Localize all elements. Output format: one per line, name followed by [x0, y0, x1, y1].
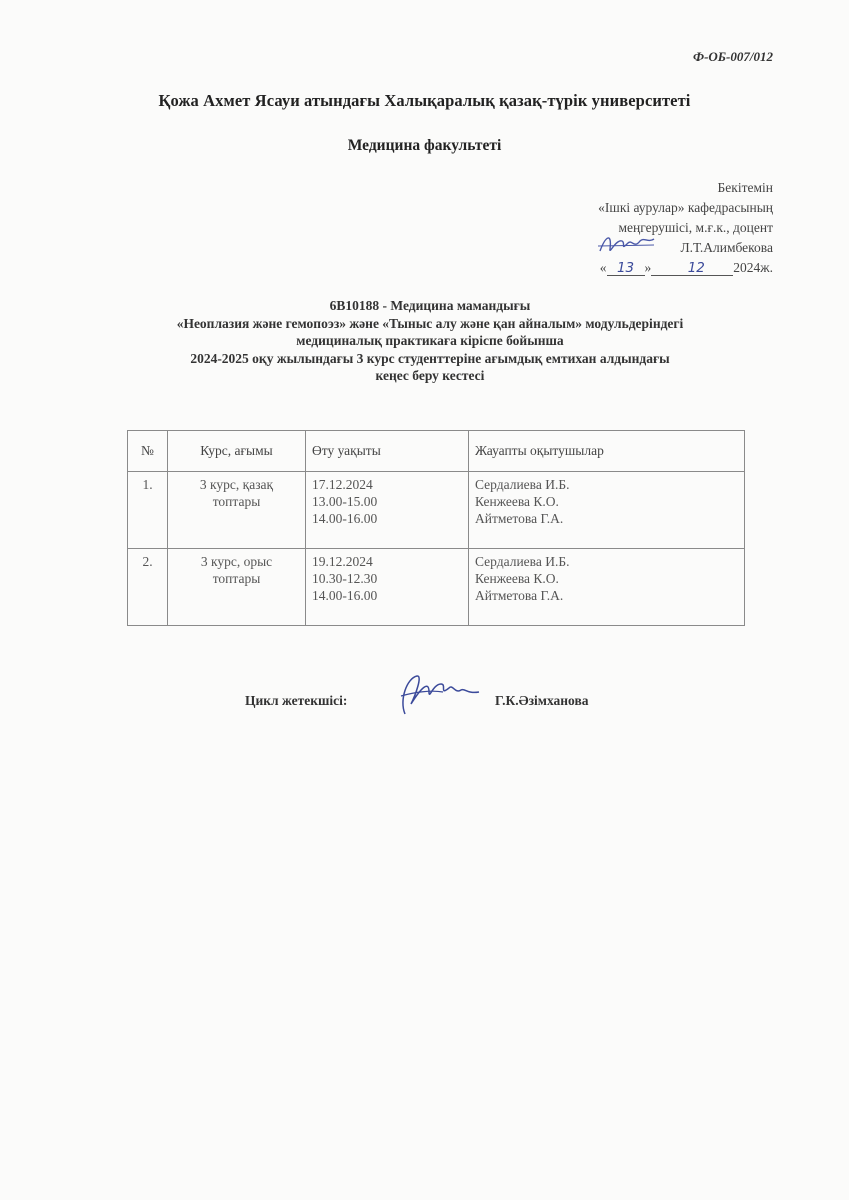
title-specialty: 6В10188 - Медицина мамандығы: [329, 298, 531, 313]
approval-position: меңгерушісі, м.ғ.к., доцент: [618, 220, 773, 235]
time-date: 19.12.2024: [312, 554, 373, 569]
date-day: 13: [607, 261, 645, 276]
date-gap: [651, 261, 673, 276]
document-title: [60, 297, 800, 385]
row-number: 1.: [128, 472, 168, 549]
teacher-name: Айтметова Г.А.: [475, 588, 564, 603]
date-month: 12: [673, 261, 719, 276]
course-line: 3 курс, қазақ: [199, 477, 274, 492]
time-date: 17.12.2024: [312, 477, 373, 492]
teacher-name: Кенжеева К.О.: [475, 494, 559, 509]
approval-heading: Бекітемін: [717, 180, 773, 195]
teacher-name: Кенжеева К.О.: [475, 571, 559, 586]
row-teachers: [469, 549, 745, 626]
title-modules: «Неоплазия және гемопоэз» және «Тыныс алу және қан айналым» модульдеріндегі: [176, 315, 684, 331]
teacher-name: Сердалиева И.Б.: [475, 477, 570, 492]
time-slot: 14.00-16.00: [312, 588, 378, 603]
cycle-head-label: Цикл жетекшісі:: [245, 693, 348, 708]
approval-block: [473, 178, 773, 278]
date-year: 2024ж.: [733, 260, 773, 275]
table-row: [128, 549, 745, 626]
consultation-schedule-table: [127, 430, 745, 626]
header-time: Өту уақыты: [306, 431, 469, 472]
cycle-head-signature-image: [395, 670, 485, 718]
teacher-name: Айтметова Г.А.: [475, 511, 564, 526]
cycle-head-name: Г.К.Әзімханова: [495, 693, 589, 708]
teacher-name: Сердалиева И.Б.: [475, 554, 570, 569]
title-academic-year: 2024-2025 оқу жылындағы 3 курс студенттеріне ағымдық емтихан алдындағы: [190, 350, 670, 366]
approval-date: [473, 258, 773, 278]
date-open-quote: «: [599, 260, 607, 275]
row-teachers: [469, 472, 745, 549]
title-practice: медициналық практикаға кіріспе бойынша: [296, 333, 564, 348]
table-header-row: [128, 431, 745, 472]
university-name: Қожа Ахмет Ясауи атындағы Халықаралық қазақ-түрік университеті: [158, 91, 691, 110]
time-slot: 14.00-16.00: [312, 511, 378, 526]
course-line: топтары: [212, 571, 261, 586]
title-schedule: кеңес беру кестесі: [375, 368, 485, 383]
row-course: [168, 472, 306, 549]
date-close-quote: »: [644, 260, 652, 275]
header-course: Курс, ағымы: [168, 431, 306, 472]
course-line: топтары: [212, 494, 261, 509]
header-teachers: Жауапты оқытушылар: [469, 431, 745, 472]
time-slot: 13.00-15.00: [312, 494, 378, 509]
date-gap-2: [719, 261, 733, 276]
approval-name: Л.Т.Алимбекова: [680, 240, 773, 255]
time-slot: 10.30-12.30: [312, 571, 378, 586]
table-row: [128, 472, 745, 549]
row-course: [168, 549, 306, 626]
faculty-name: Медицина факультеті: [347, 137, 502, 154]
header-number: №: [128, 431, 168, 472]
head-signature-image: [596, 229, 658, 259]
document-code: Ф-ОБ-007/012: [693, 49, 773, 64]
row-number: 2.: [128, 549, 168, 626]
approval-department: «Ішкі аурулар» кафедрасының: [598, 200, 773, 215]
row-time: [306, 472, 469, 549]
course-line: 3 курс, орыс: [200, 554, 273, 569]
row-time: [306, 549, 469, 626]
